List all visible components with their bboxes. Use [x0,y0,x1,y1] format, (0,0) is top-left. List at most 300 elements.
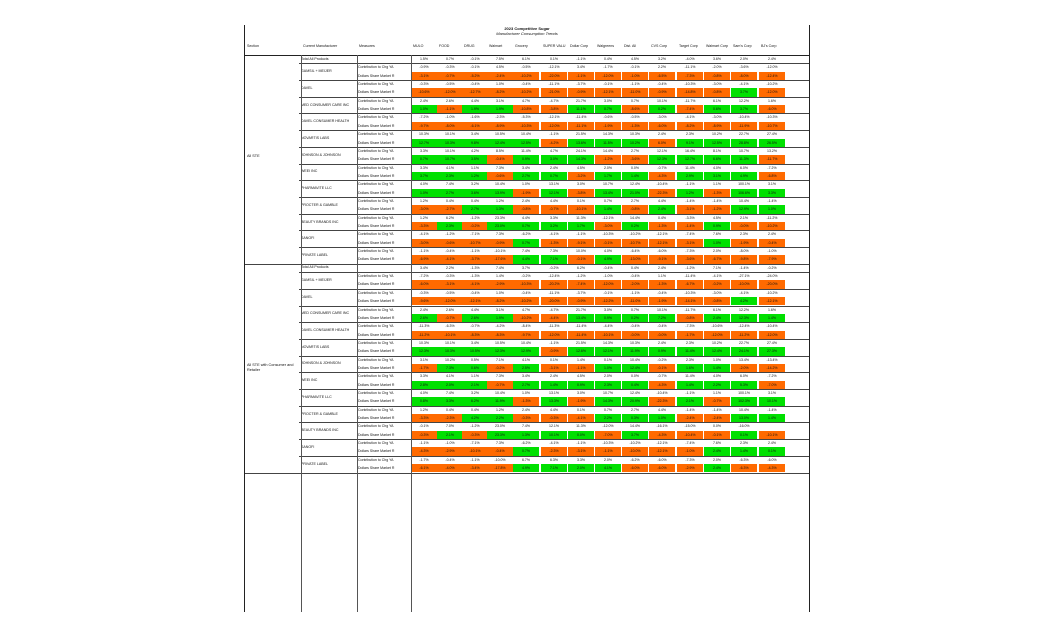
value-cell: 7.3% [437,364,463,372]
value-cell: 9.8% [462,139,488,147]
value-cell: -3.1% [677,205,703,213]
value-cell: 4.0% [604,249,612,254]
value-cell: -1.1% [549,132,559,137]
value-cell: -10.3% [513,280,539,288]
value-cell: -12.4% [759,72,785,80]
value-cell: 10.3% [419,340,429,345]
value-cell: -4.1% [462,280,488,288]
value-cell: 4.4% [522,215,530,220]
manufacturer-name: JOHNSON & JOHNSON [301,361,341,366]
value-cell: -1.2% [576,274,586,279]
value-cell: -6.7% [704,255,730,263]
value-cell: 28.8% [731,139,757,147]
value-cell: -3.3% [685,215,695,220]
value-cell: 0.3% [622,414,648,422]
value-cell: -10.4% [656,182,668,187]
total-label: Total All Products [301,265,329,270]
value-cell: 6.2% [577,265,585,270]
value-cell: -3.8% [568,189,594,197]
value-cell: -4.1% [712,274,722,279]
value-cell: -1.9% [568,397,594,405]
value-cell: -1.7% [419,457,429,462]
value-cell: 11.9% [487,397,513,405]
value-cell: -0.7% [657,165,667,170]
value-cell: -0.7% [541,205,567,213]
value-cell: 10.1% [445,340,455,345]
value-cell: 2.4% [658,340,666,345]
value-cell: -0.2% [462,222,488,230]
value-cell: 0.7% [446,57,454,61]
value-cell: 2.2% [595,414,621,422]
value-cell: -0.1% [630,65,640,70]
column-header: Walmart Corp [706,44,729,48]
value-cell: 12.1% [541,189,567,197]
value-cell: 1.2% [496,198,504,203]
value-cell: -12.0% [595,280,621,288]
value-cell: 2.4% [768,57,776,61]
value-cell: -10.4% [766,324,778,329]
value-cell: -0.3% [419,290,429,295]
value-cell: 12.4% [630,391,640,395]
value-cell: -10.2% [513,72,539,80]
value-cell: 2.6% [462,314,488,322]
measure-label: Dollars Share Market R [358,157,395,162]
value-cell: -2.9% [437,447,463,455]
value-cell: -10.6% [711,324,723,329]
value-cell: -8.9% [704,122,730,130]
value-cell: -10.2% [629,441,641,446]
value-cell: 102.3% [731,397,757,405]
value-cell: 14.3% [603,340,613,345]
value-cell: 0.9% [704,222,730,230]
value-cell: -2.9% [677,464,703,472]
value-cell: -3.0% [657,115,667,120]
value-cell: -12.1% [462,297,488,305]
value-cell: -0.6% [603,115,613,120]
value-cell: 10.1% [445,132,455,137]
value-cell: -11.3% [548,324,560,329]
value-cell: -11.2% [731,331,757,339]
value-cell: 7.3% [496,165,504,170]
value-cell: 3.4% [577,65,585,70]
value-cell: 2.4% [550,165,558,170]
value-cell: 0.4% [446,198,454,203]
value-cell: -8.3% [487,331,513,339]
value-cell: 9.1% [677,139,703,147]
value-cell: -4.1% [549,232,559,237]
value-cell: 10.3% [437,139,463,147]
value-cell: -6.2% [521,441,531,446]
value-cell: 6.1% [522,57,530,61]
value-cell: -11.1% [548,82,560,87]
value-cell: -10.3% [602,441,614,446]
value-cell: 4.2% [731,297,757,305]
value-cell: -11.4% [575,324,587,329]
value-cell: 21.5% [576,340,586,345]
value-cell: -6.0% [649,464,675,472]
value-cell: 3.4% [471,340,479,345]
manufacturer-name: PRIVATE LABEL [301,461,329,466]
column-divider [411,55,412,612]
value-cell: -11.7% [684,98,696,103]
value-cell: 11.9% [622,347,648,355]
value-cell: 10.4% [521,340,531,345]
value-cell: 4.5% [577,374,585,379]
manufacturer-name: GAMSIL + MEIJER [301,69,332,74]
value-cell: 2.4% [649,205,675,213]
value-cell: -3.3% [411,414,437,422]
value-cell: -5.3% [521,115,531,120]
value-cell: -10.8% [513,105,539,113]
value-cell: -11.4% [684,274,696,279]
value-cell: -4.1% [419,232,429,237]
value-cell: -10.3% [684,290,696,295]
value-cell: 23.3% [487,431,513,439]
value-cell: 10.2% [712,340,722,345]
value-cell: 7.3% [496,374,504,379]
value-cell: -1.0% [603,274,613,279]
column-header: Walgreens [597,44,615,48]
manufacturer-name: PHARMAVITE LLC [301,394,332,399]
value-cell: 3.4% [522,374,530,379]
value-cell: -1.1% [595,447,621,455]
value-cell: 3.5% [462,155,488,163]
report-subtitle: Manufacturer Consumption Trends [496,31,558,36]
value-cell: -3.0% [712,290,722,295]
value-cell: 13.0% [731,414,757,422]
value-cell: 0.2% [622,314,648,322]
value-cell: -7.2% [419,115,429,120]
value-cell: 8.1% [713,148,721,153]
value-cell: 2.4% [704,314,730,322]
value-cell: 11.3% [576,424,586,429]
value-cell: -0.7% [470,324,480,329]
value-cell: -4.1% [685,115,695,120]
value-cell: 2.6% [446,98,454,103]
value-cell: 10.4% [521,132,531,137]
value-cell: 2.0% [604,457,612,462]
value-cell: -12.0% [541,331,567,339]
manufacturer-name: MED CONSUMER CARE INC [301,311,350,316]
value-cell: -22.3% [649,397,675,405]
value-cell: 0.6% [462,364,488,372]
value-cell: -1.4% [767,407,777,412]
value-cell: 1.3% [513,431,539,439]
value-cell: 1.4% [759,414,785,422]
value-cell: 2.7% [513,381,539,389]
measure-label: Contribution to Chg YA [358,374,394,379]
manufacturer-name: WEEI INC [301,378,318,383]
value-cell: -3.0% [411,239,437,247]
value-cell: -10.2% [513,314,539,322]
value-cell: 3.1% [420,357,428,362]
value-cell: -0.4% [470,82,480,87]
value-cell: 2.3% [686,340,694,345]
value-cell: 1.7% [568,222,594,230]
value-cell: -0.5% [521,65,531,70]
manufacturer-name: SANOFI [301,236,315,241]
value-cell: -1.2% [704,205,730,213]
value-cell: -9.7% [513,331,539,339]
value-cell: 2.7% [513,172,539,180]
value-cell: -0.0% [649,331,675,339]
value-cell: 13.4% [595,189,621,197]
value-cell: -4.1% [437,255,463,263]
value-cell: 3.3% [420,165,428,170]
column-header: Sam's Corp [733,44,752,48]
value-cell: -1.4% [677,222,703,230]
value-cell: -7.9% [759,255,785,263]
value-cell: -1.9% [513,189,539,197]
value-cell: 1.0% [713,357,721,362]
value-cell: -0.2% [521,274,531,279]
value-cell: 0.1% [759,447,785,455]
value-cell: 1.4% [496,274,504,279]
value-cell: 12.9% [731,205,757,213]
value-cell: -0.8% [704,72,730,80]
total-row [245,55,809,63]
value-cell: -6.7% [677,280,703,288]
value-cell: 10.2% [622,139,648,147]
value-cell: -8.3% [462,331,488,339]
value-cell: -12.4% [548,274,560,279]
value-cell: 12.3% [731,314,757,322]
value-cell: 14.3% [595,397,621,405]
value-cell: 4.4% [513,255,539,263]
value-cell: -11.9% [731,122,757,130]
value-cell: 11.4% [685,374,695,379]
value-cell: 4.0% [420,391,428,395]
value-cell: -3.4% [462,464,488,472]
value-cell: 16.4% [685,148,695,153]
value-cell: -0.2% [657,357,667,362]
value-cell: 2.6% [411,314,437,322]
value-cell: -7.1% [470,441,480,446]
value-cell: 12.2% [739,307,749,312]
value-cell: 4.2% [462,414,488,422]
value-cell: 3.0% [604,307,612,312]
value-cell: 12.2% [739,98,749,103]
value-cell: -6.0% [657,249,667,254]
value-cell: -11.4% [568,331,594,339]
value-cell: 7.2% [649,314,675,322]
value-cell: -2.9% [487,280,513,288]
value-cell: -6.0% [767,457,777,462]
value-cell: -10.7% [622,239,648,247]
value-cell: -4.4% [603,324,613,329]
value-cell: -0.1% [595,239,621,247]
value-cell: 0.4% [604,57,612,61]
value-cell: -10.7% [462,239,488,247]
value-cell: -10.2% [513,88,539,96]
measure-label: Contribution to Chg YA [358,357,394,362]
value-cell: 4.1% [522,357,530,362]
value-cell: 21.7% [576,98,586,103]
value-cell: 12.1% [549,424,559,429]
value-cell: -7.2% [419,274,429,279]
value-cell: 3.7% [622,431,648,439]
value-cell: 2.1% [462,381,488,389]
value-cell: 10.3% [437,347,463,355]
value-cell: -10.0% [494,457,506,462]
value-cell: 2.4% [420,307,428,312]
value-cell: -0.4% [657,290,667,295]
value-cell: -3.7% [576,290,586,295]
value-cell: -1.1% [630,290,640,295]
value-cell: -12.0% [437,88,463,96]
value-cell: 0.7% [631,307,639,312]
value-cell: -6.0% [759,105,785,113]
value-cell: 21.0% [622,189,648,197]
value-cell: -6.9% [411,255,437,263]
value-cell: 0.1% [550,57,558,61]
value-cell: 2.1% [677,397,703,405]
value-cell: 10.5% [462,347,488,355]
value-cell: 2.2% [704,381,730,389]
column-header: BJ's Corp [761,44,777,48]
value-cell: 0.7% [513,239,539,247]
value-cell: -6.2% [630,457,640,462]
value-cell: -9.8% [731,255,757,263]
value-cell: -10.3% [602,232,614,237]
value-cell: -10.4% [738,115,750,120]
value-cell: -6.0% [622,464,648,472]
value-cell: -4.1% [739,82,749,87]
value-cell: 0.0% [631,374,639,379]
value-cell: 3.7% [522,265,530,270]
value-cell: -20.2% [541,280,567,288]
value-cell: 10.4% [739,198,749,203]
manufacturer-name: BEAUTY BRANDS INC [301,219,339,224]
value-cell: -4.3% [759,464,785,472]
measure-label: Contribution to Chg YA [358,340,394,345]
value-cell: 3.2% [658,57,666,61]
row-divider [245,473,809,474]
value-cell: 13.4% [739,357,749,362]
value-cell: 26.5% [759,139,785,147]
value-cell: 2.4% [768,441,776,446]
value-cell: 7.6% [713,232,721,237]
report-table [244,25,810,612]
value-cell: -6.1% [411,464,437,472]
value-cell: 11.3% [731,155,757,163]
value-cell: 2.2% [446,265,454,270]
value-cell: 10.2% [445,357,455,362]
value-cell: 11.4% [677,347,703,355]
value-cell: -12.1% [759,297,785,305]
value-cell: 2.3% [740,441,748,446]
value-cell: -12.0% [602,424,614,429]
value-cell: 3.3% [437,397,463,405]
value-cell: 3.3% [420,374,428,379]
value-cell: -1.0% [622,72,648,80]
value-cell: 0.7% [631,98,639,103]
value-cell: -8.2% [487,297,513,305]
value-cell: -10.4% [656,391,668,395]
measure-label: Contribution to Chg YA [358,165,394,170]
value-cell: -12.0% [759,88,785,96]
value-cell: -9.6% [411,297,437,305]
measure-label: Dollars Share Market R [358,190,395,195]
measure-label: Dollars Share Market R [358,432,395,437]
value-cell: 10.5% [495,132,505,137]
value-cell: -10.7% [759,122,785,130]
value-cell: 1.4% [541,381,567,389]
value-cell: 0.7% [604,407,612,412]
value-cell: -7.0% [759,381,785,389]
value-cell: -1.1% [419,441,429,446]
value-cell: 4.4% [658,407,666,412]
column-header: DRUG [464,44,475,48]
value-cell: 0.9% [595,314,621,322]
value-cell: -4.3% [649,431,675,439]
value-cell: -12.4% [738,324,750,329]
value-cell: 1.0% [411,189,437,197]
value-cell: -6.0% [649,122,675,130]
value-cell: -6.5% [649,72,675,80]
value-cell: 14.3% [568,155,594,163]
value-cell: 27.4% [767,132,777,137]
value-cell: -1.3% [470,274,480,279]
value-cell: 12.7% [411,139,437,147]
value-cell: -7.4% [568,280,594,288]
value-cell: -0.1% [470,65,480,70]
value-cell: -15.0% [684,424,696,429]
value-cell: -3.0% [712,115,722,120]
value-cell: 7.3% [496,232,504,237]
value-cell: 12.4% [704,347,730,355]
manufacturer-name: GAMSIL + MEIJER [301,277,332,282]
value-cell: -22.3% [649,189,675,197]
value-cell: -9.1% [649,255,675,263]
value-cell: -1.4% [767,198,777,203]
value-cell: 12.3% [649,155,675,163]
value-cell: -3.0% [712,82,722,87]
value-cell: 3.4% [420,265,428,270]
value-cell: 4.9% [731,172,757,180]
measure-label: Dollars Share Market R [358,224,395,228]
value-cell: 1.4% [622,172,648,180]
value-cell: 4.4% [471,307,479,312]
value-cell: 2.3% [437,222,463,230]
value-cell: 10.5% [495,340,505,345]
value-cell: -22.0% [541,72,567,80]
value-cell: 3.0% [577,391,585,395]
value-cell: 3.7% [411,172,437,180]
value-cell: 3.2% [471,182,479,187]
value-cell: 23.0% [487,222,513,230]
measure-label: Contribution to Chg YA [358,215,394,220]
value-cell: -1.3% [649,280,675,288]
value-cell: -0.3% [541,414,567,422]
value-cell: -11.2% [411,331,437,339]
measure-label: Contribution to Chg YA [358,441,394,446]
value-cell: -0.8% [677,314,703,322]
value-cell: -4.3% [649,172,675,180]
value-cell: 12.1% [595,347,621,355]
value-cell: 10.7% [603,391,613,395]
value-cell: -0.6% [487,172,513,180]
value-cell: 4.4% [550,198,558,203]
value-cell: 2.4% [522,407,530,412]
value-cell: 12.1% [657,148,667,153]
value-cell: 27.3% [759,347,785,355]
value-cell: 2.4% [420,98,428,103]
value-cell: 1.4% [731,447,757,455]
value-cell: 13.2% [767,148,777,153]
column-header: MULO [413,44,424,48]
value-cell: 6.0% [649,139,675,147]
